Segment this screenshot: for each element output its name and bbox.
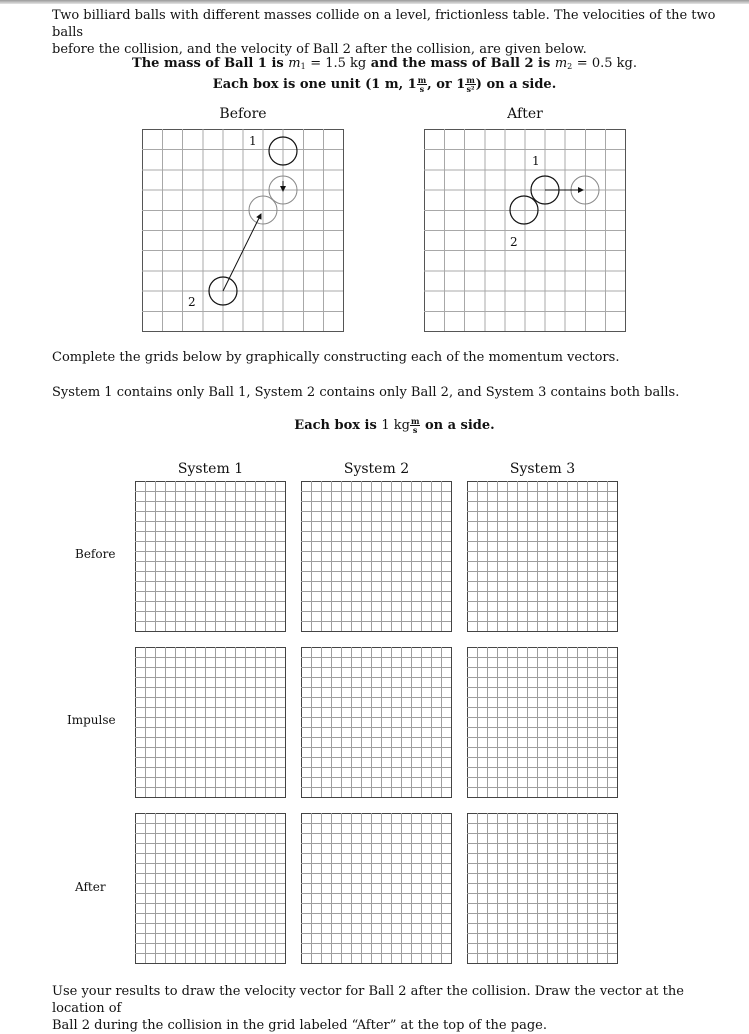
- footer-instruction: [52, 983, 732, 1034]
- masses-statement: [0, 55, 749, 75]
- footer-line-2: Ball 2 during the collision in the grid labeled “After” at the top of the page.: [52, 1018, 547, 1033]
- before-grid-title: Before: [219, 106, 267, 122]
- grid-after-system-2[interactable]: [301, 813, 452, 964]
- after-ball-1-label: 1: [532, 154, 540, 168]
- m2-symbol: $m_2$: [554, 56, 573, 71]
- units-text-1: Each box is one unit (1 m, 1: [212, 77, 417, 92]
- grid-after-system-3[interactable]: [467, 813, 618, 964]
- after-grid-lines: [424, 129, 626, 332]
- units-statement: [0, 76, 749, 93]
- footer-line-1: Use your results to draw the velocity vector for Ball 2 after the collision. Draw the vector at the location of: [52, 984, 684, 1016]
- m1-value: = 1.5 kg: [310, 56, 367, 71]
- after-grid-title: After: [507, 106, 543, 122]
- before-grid-lines: [142, 129, 344, 332]
- before-collision-grid: [142, 129, 344, 332]
- ball-2-velocity-vector: [223, 214, 261, 291]
- momentum-unit-fraction: $\frac{m}{s}$: [410, 416, 420, 435]
- grid-impulse-system-3[interactable]: [467, 647, 618, 798]
- after-collision-grid: [424, 129, 626, 332]
- instruction-systems: System 1 contains only Ball 1, System 2 contains only Ball 2, and System 3 contains both balls.: [52, 385, 680, 400]
- m2-value: = 0.5 kg.: [576, 56, 637, 71]
- masses-text-1: The mass of Ball 1 is: [132, 56, 284, 71]
- masses-text-2: and the mass of Ball 2 is: [370, 56, 551, 71]
- row-label-before: Before: [75, 547, 116, 561]
- column-header-system-3: System 3: [509, 461, 576, 477]
- after-ball-2-label: 2: [510, 235, 518, 249]
- grid-impulse-system-2[interactable]: [301, 647, 452, 798]
- units-text-3: ) on a side.: [475, 77, 557, 92]
- column-header-system-1: System 1: [177, 461, 244, 477]
- intro-paragraph: [52, 7, 732, 58]
- before-ball-2-label: 2: [188, 295, 196, 309]
- unit-fraction-acceleration: $\frac{m}{\text{s²}}$: [466, 75, 475, 94]
- grid-after-system-1[interactable]: [135, 813, 286, 964]
- instruction-complete-grids: Complete the grids below by graphically constructing each of the momentum vectors.: [52, 350, 620, 365]
- grid-before-system-3[interactable]: [467, 481, 618, 632]
- row-label-after: After: [75, 880, 106, 894]
- grid-impulse-system-1[interactable]: [135, 647, 286, 798]
- row-label-impulse: Impulse: [67, 713, 116, 727]
- grid-before-system-1[interactable]: [135, 481, 286, 632]
- momentum-unit-statement: [0, 417, 749, 434]
- grid-before-system-2[interactable]: [301, 481, 452, 632]
- page-top-border: [0, 0, 749, 4]
- unit-fraction-velocity: $\frac{m}{s}$: [417, 75, 427, 94]
- box-text-1: Each box is: [294, 418, 377, 433]
- m1-symbol: $m_1$: [288, 56, 306, 71]
- box-value: 1 kg: [381, 418, 410, 433]
- column-header-system-2: System 2: [343, 461, 410, 477]
- box-text-2: on a side.: [424, 418, 495, 433]
- units-text-2: , or 1: [427, 77, 466, 92]
- intro-line-1: Two billiard balls with different masses collide on a level, frictionless table. The velocities of the two balls: [52, 8, 716, 40]
- intro-line-2: before the collision, and the velocity of Ball 2 after the collision, are given below.: [52, 42, 587, 57]
- before-ball-1-label: 1: [249, 134, 257, 148]
